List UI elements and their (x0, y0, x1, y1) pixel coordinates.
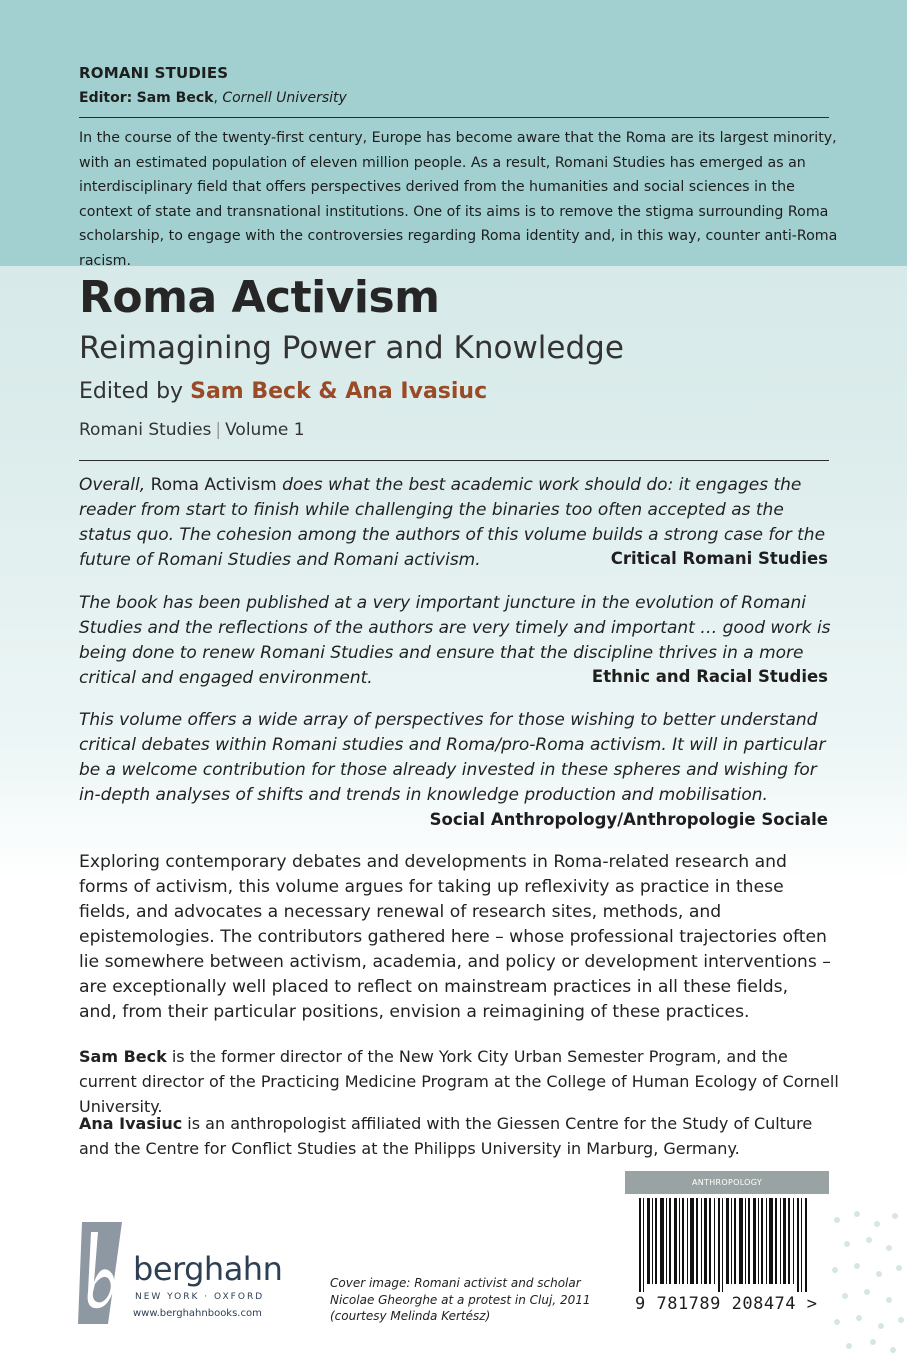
review-source: Social Anthropology/Anthropologie Sociale (429, 810, 828, 829)
divider (79, 460, 829, 461)
edited-by (79, 379, 487, 404)
editor-label: Editor: (79, 90, 133, 106)
bio-text: is an anthropologist affiliated with the Giessen Centre for the Study of Culture and the Centre for Conflict Studies at the Philipps University in Marburg, Germany. (79, 1114, 813, 1158)
book-blurb: Exploring contemporary debates and developments in Roma-related research and forms of activism, this volume argues for taking up reflexivity as practice in these fields, and advocates a necessary renewal of research sites, methods, and epistemologies. The contributors gathered here – whose professional trajectories often lie somewhere between activism, academia, and policy or development interventions – are exceptionally well placed to reflect on mainstream practices in all these fields, and, from their particular positions, envision a reimagining of these practices. (79, 852, 831, 1022)
series-description: In the course of the twenty-first century, Europe has become aware that the Roma are its largest minority, with an estimated population of eleven million people. As a result, Romani Studies has emerged as an interdisciplinary field that offers perspectives derived from the humanities and social sciences in the context of state and transnational institutions. One of its aims is to remove the stigma surrounding Roma scholarship, to engage with the controversies regarding Roma identity and, in this way, counter anti-Roma racism. (79, 130, 838, 269)
review-quote: This volume offers a wide array of perspectives for those wishing to better understand critical debates within Romani studies and Roma/pro-Roma activism. It will in particular be a welcome contribution for those already invested in these spheres and wishing for in-depth analyses of shifts and trends in knowledge production and mobilisation. (79, 710, 826, 805)
review-text: does what the best academic work should do: it engages the reader from start to finish while challenging the binaries too often accepted as the status quo. The cohesion among the authors of this volume builds a strong case for the future of Romani Studies and Romani activism. (79, 475, 826, 570)
book-title: Roma Activism (79, 272, 440, 323)
review-book-ref: Roma Activism (150, 475, 277, 495)
subject-label: ANTHROPOLOGY (625, 1171, 829, 1194)
series-title: ROMANI STUDIES (79, 64, 229, 82)
bio-name: Ana Ivasiuc (79, 1114, 183, 1133)
series-editor: Editor: Sam Beck, Cornell University (79, 90, 347, 106)
publisher-url: www.berghahnbooks.com (133, 1308, 262, 1319)
bio-text: is the former director of the New York City Urban Semester Program, and the current director of the Practicing Medicine Program at the College of Human Ecology of Cornell University. (79, 1047, 839, 1116)
series-name: Romani Studies (79, 420, 212, 440)
review-source: Critical Romani Studies (610, 549, 828, 568)
book-editors: Sam Beck & Ana Ivasiuc (190, 379, 488, 404)
barcode (625, 1194, 829, 1324)
book-subtitle: Reimagining Power and Knowledge (79, 330, 624, 366)
series-volume: Romani Studies | Volume 1 (79, 420, 305, 440)
author-bio (79, 1044, 839, 1119)
barcode-bars (639, 1198, 815, 1292)
editor-affiliation: Cornell University (222, 90, 347, 106)
cover-credit-line: (courtesy Melinda Kertész) (330, 1309, 491, 1323)
cover-credit-line: Cover image: Romani activist and scholar (330, 1276, 581, 1290)
divider (79, 117, 829, 118)
berghahn-logo-icon (78, 1222, 130, 1324)
author-bio (79, 1111, 839, 1161)
cover-credit (330, 1275, 610, 1325)
bio-name: Sam Beck (79, 1047, 167, 1066)
publisher-places: NEW YORK · OXFORD (135, 1292, 265, 1302)
isbn-digits: 9 781789 208474 > (635, 1294, 818, 1314)
review-lead: Overall, (79, 475, 146, 495)
editor-name: Sam Beck (136, 90, 214, 106)
review-source: Ethnic and Racial Studies (591, 667, 828, 686)
volume-number: Volume 1 (225, 420, 305, 440)
review-quote: The book has been published at a very important juncture in the evolution of Romani Studies and the reflections of the authors are very timely and important … good work is being done to renew Romani Studies and ensure that the discipline thrives in a more critical and engaged environment. (79, 593, 831, 688)
cover-credit-line: Nicolae Gheorghe at a protest in Cluj, 2011 (330, 1292, 591, 1307)
edited-by-label: Edited by (79, 379, 184, 404)
decorative-dots (827, 1200, 907, 1360)
publisher-name: berghahn (133, 1250, 283, 1288)
